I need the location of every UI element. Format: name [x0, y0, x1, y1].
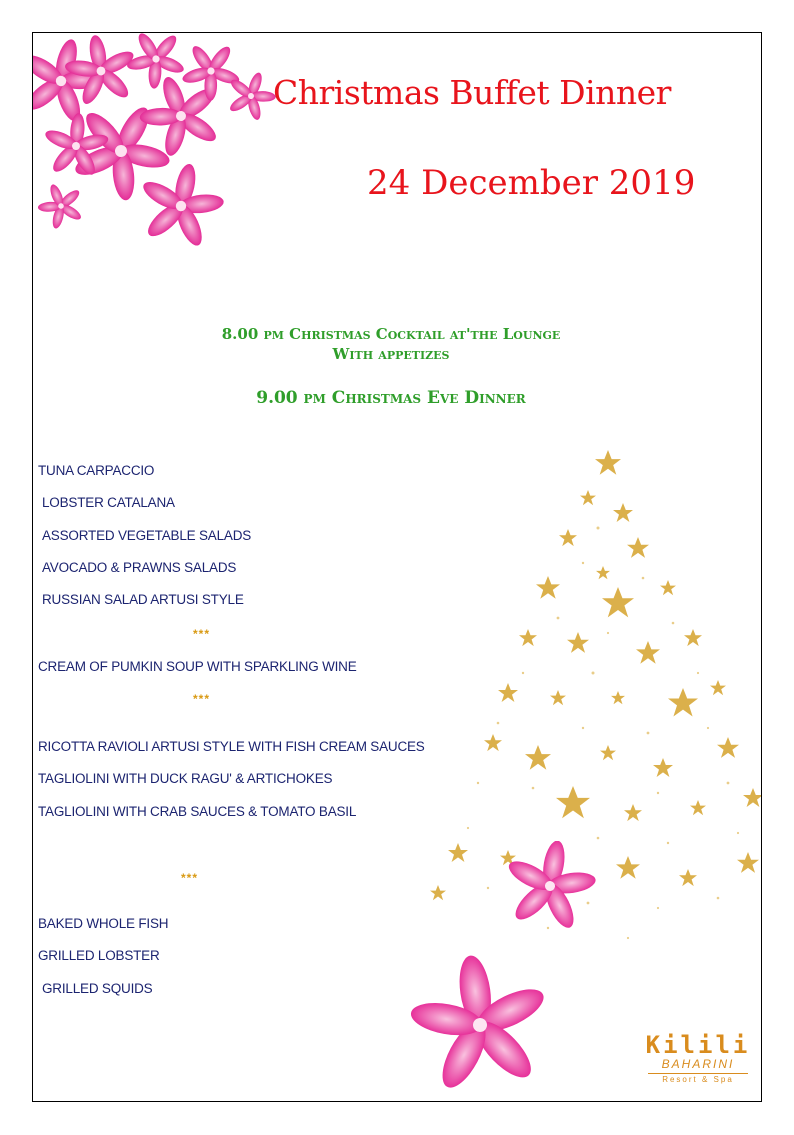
course-separator: ***: [193, 627, 211, 641]
logo-subtitle: BAHARINI: [661, 1057, 735, 1071]
event-date: 24 December 2019: [367, 163, 696, 203]
logo-divider: [648, 1073, 748, 1074]
course-separator: ***: [181, 871, 199, 885]
menu-item: TAGLIOLINI WITH DUCK RAGU' & ARTICHOKES: [38, 771, 333, 786]
dinner-time: 9.00 pm Christmas Eve Dinner: [256, 388, 526, 408]
menu-title: Christmas Buffet Dinner: [273, 73, 671, 112]
menu-item: RICOTTA RAVIOLI ARTUSI STYLE WITH FISH CREAM SAUCES: [38, 739, 425, 754]
menu-item: CREAM OF PUMKIN SOUP WITH SPARKLING WINE: [38, 659, 357, 674]
logo-name: Kilili: [645, 1031, 751, 1059]
menu-item: AVOCADO & PRAWNS SALADS: [42, 560, 237, 575]
menu-item: TUNA CARPACCIO: [38, 463, 155, 478]
resort-logo: [633, 1033, 762, 1102]
cocktail-time: 8.00 pm Christmas Cocktail at'the Lounge: [221, 325, 561, 343]
menu-item: GRILLED SQUIDS: [42, 981, 153, 996]
menu-item: RUSSIAN SALAD ARTUSI STYLE: [42, 592, 244, 607]
appetizers-note: With appetizes: [332, 345, 450, 363]
menu-item: BAKED WHOLE FISH: [38, 916, 169, 931]
flower-decoration: [405, 953, 555, 1098]
course-separator: ***: [193, 692, 211, 706]
flower-decoration: [495, 841, 605, 931]
flower-cluster-decoration: [32, 32, 281, 246]
menu-item: TAGLIOLINI WITH CRAB SAUCES & TOMATO BASIL: [38, 804, 357, 819]
menu-page: [32, 32, 762, 1102]
menu-item: LOBSTER CATALANA: [42, 495, 175, 510]
menu-item: GRILLED LOBSTER: [38, 948, 160, 963]
logo-tagline: Resort & Spa: [662, 1075, 734, 1084]
menu-item: ASSORTED VEGETABLE SALADS: [42, 528, 252, 543]
